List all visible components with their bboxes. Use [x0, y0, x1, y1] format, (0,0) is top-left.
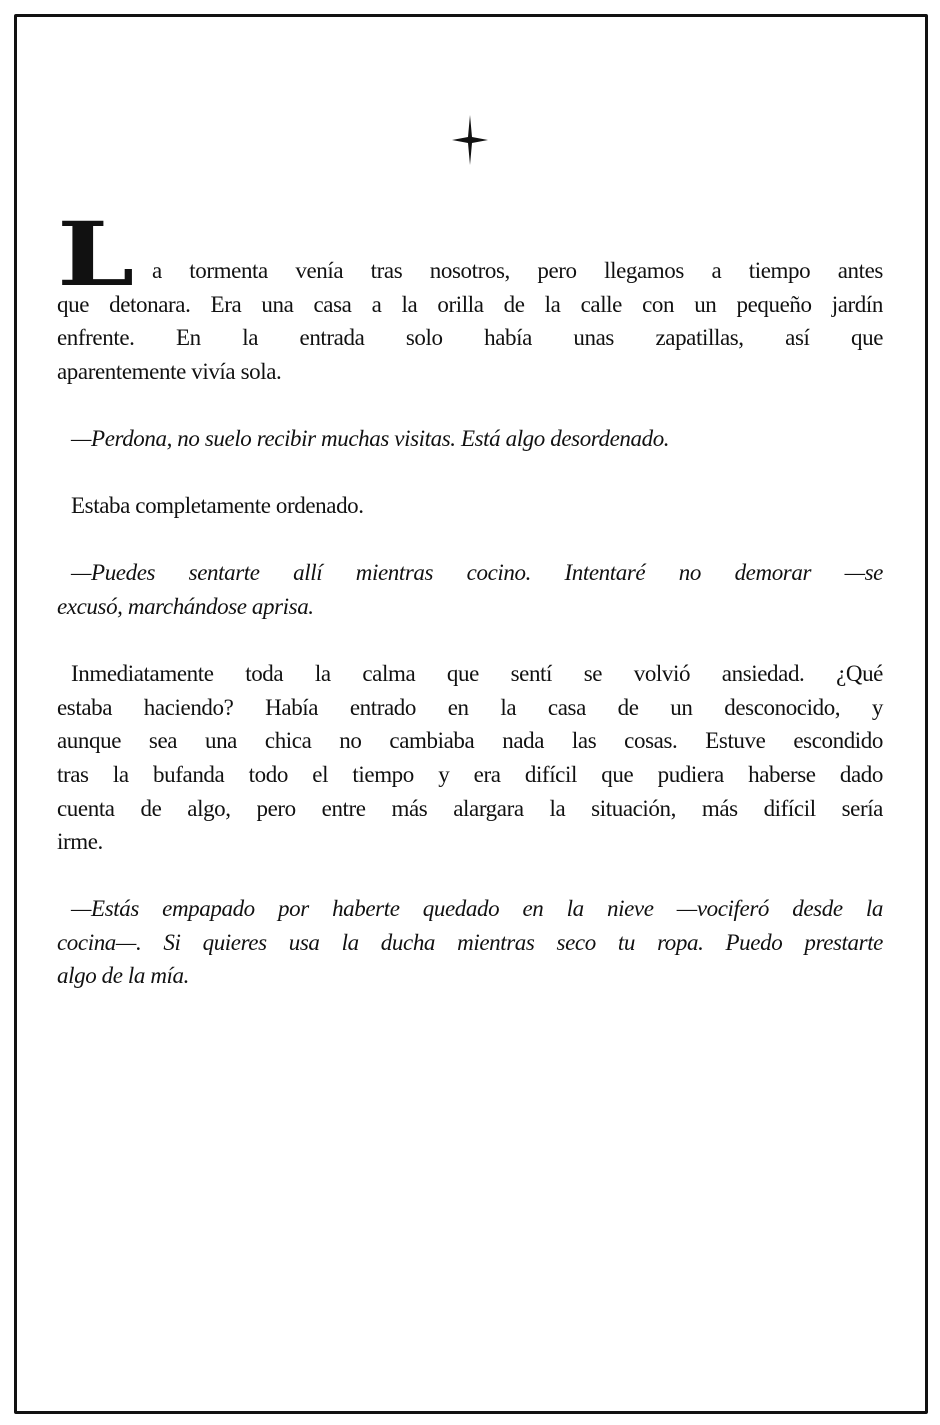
text-line: tras la bufanda todo el tiempo y era difícil que pudiera haberse dado: [57, 761, 883, 787]
paragraph-narration: [57, 489, 883, 523]
text-line: a tormenta venía tras nosotros, pero llegamos a tiempo antes: [152, 258, 883, 283]
paragraph-narration: [57, 254, 883, 388]
drop-cap: L: [57, 202, 135, 306]
paragraph-dialogue: [57, 422, 883, 456]
text-line: Estaba completamente ordenado.: [71, 493, 364, 519]
text-line: estaba haciendo? Había entrado en la casa de un desconocido, y: [57, 694, 883, 720]
text-line: —Puedes sentarte allí mientras cocino. Intentaré no demorar —se: [71, 560, 883, 586]
text-line: cocina—. Si quieres usa la ducha mientras seco tu ropa. Puedo prestarte: [57, 929, 883, 955]
paragraph-narration: [57, 657, 883, 859]
text-line: enfrente. En la entrada solo había unas zapatillas, así que: [57, 325, 883, 351]
text-line: —Estás empapado por haberte quedado en la nieve —vociferó desde la: [71, 896, 883, 922]
four-point-star-icon: [452, 115, 488, 165]
text-line: Inmediatamente toda la calma que sentí se volvió ansiedad. ¿Qué: [71, 661, 883, 687]
text-line: algo de la mía.: [57, 963, 189, 989]
text-line: que detonara. Era una casa a la orilla de la calle con un pequeño jardín: [57, 291, 883, 317]
paragraph-dialogue: [57, 556, 883, 623]
text-line: aunque sea una chica no cambiaba nada las cosas. Estuve escondido: [57, 728, 883, 754]
text-line: cuenta de algo, pero entre más alargara la situación, más difícil sería: [57, 795, 883, 821]
paragraph-dialogue: [57, 892, 883, 993]
body-text: [57, 254, 883, 1027]
text-line: excusó, marchándose aprisa.: [57, 593, 314, 619]
text-line: —Perdona, no suelo recibir muchas visitas. Está algo desordenado.: [71, 425, 670, 451]
text-line: irme.: [57, 829, 103, 855]
text-line: aparentemente vivía sola.: [57, 358, 282, 384]
